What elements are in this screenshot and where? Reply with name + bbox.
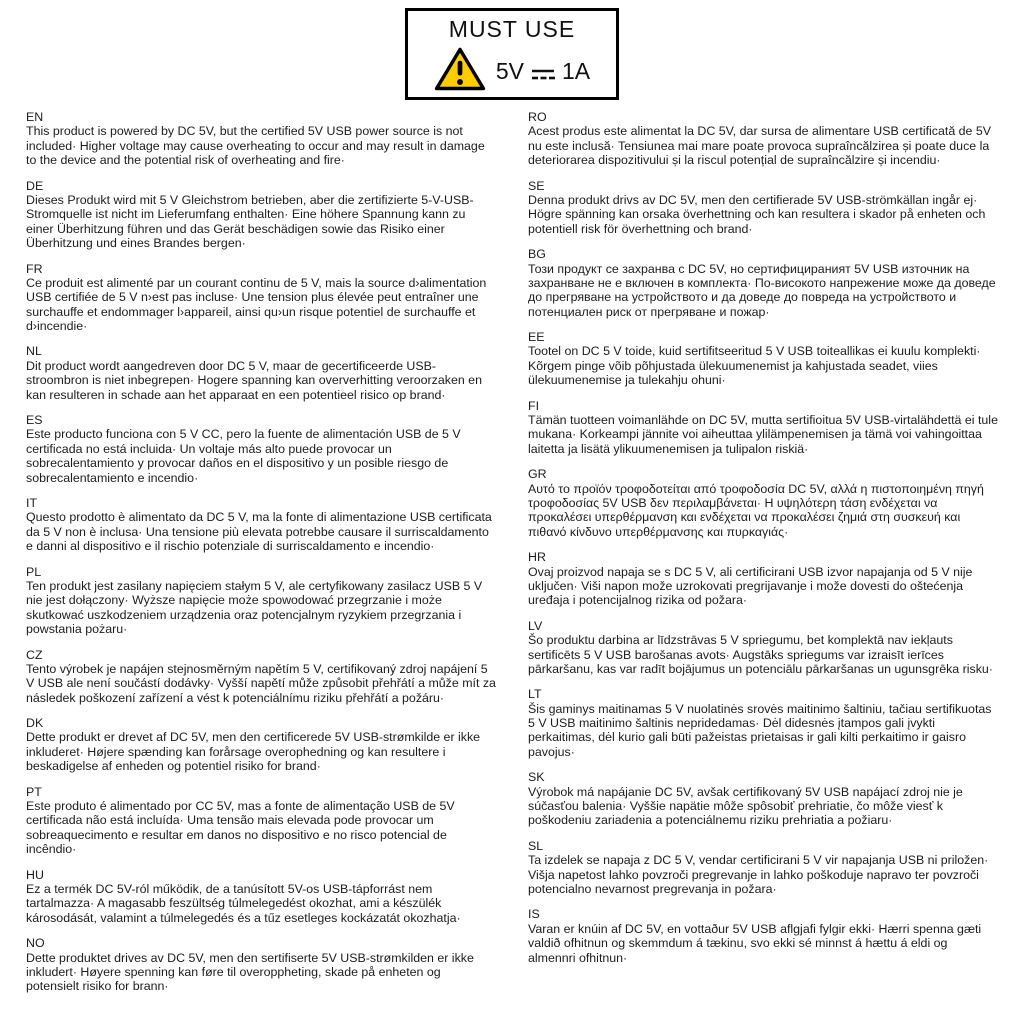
warning-text: Varan er knúin af DC 5V, en vottaður 5V USB aflgjafi fylgir ekki· Hærri spenna gæti valdið ofhitnun og skemmdum á tækinu, svo ekki sé minnst á hættu á eldi og almennri ofhitnun· — [528, 921, 982, 965]
language-entry — [528, 770, 998, 828]
language-code: EN — [26, 110, 44, 124]
language-entry — [528, 839, 998, 897]
language-entry — [26, 496, 496, 554]
warning-text: Questo prodotto è alimentato da DC 5 V, ma la fonte di alimentazione USB certificata da 5 V non è inclusa· Una tensione più elevata potrebbe causare il surriscaldamento e danni al dispositivo e il rischio potenziale di surriscaldamento e incendio· — [26, 510, 492, 554]
language-entry — [528, 247, 998, 319]
language-code: LT — [528, 687, 542, 702]
language-code: SK — [528, 770, 545, 785]
warning-text: Šo produktu darbina ar līdzstrāvas 5 V spriegumu, bet komplektā nav iekļauts sertificēts 5 V USB barošanas avots· Augstāks spriegums var izraisīt ierīces pārkaršanu, kas var radīt bojājumus un potenciālu pārkaršanas un ugunsgrēka risku· — [528, 633, 993, 676]
language-entry — [26, 868, 496, 926]
language-entry — [26, 344, 496, 402]
language-code: EE — [528, 330, 545, 345]
voltage-value: 5V — [495, 58, 524, 84]
language-code: ES — [26, 413, 43, 428]
language-code: NO — [26, 936, 45, 951]
right-language-column — [528, 110, 998, 1005]
language-code: NL — [26, 344, 42, 359]
warning-text: This product is powered by DC 5V, but the certified 5V USB power source is not included· Higher voltage may cause overheating to occur and may result in damage to the device and the potential risk of overheating and fire· — [26, 124, 485, 168]
warning-text: Ta izdelek se napaja z DC 5 V, vendar certificirani 5 V vir napajanja USB ni priložen· Višja napetost lahko povzroči pregrevanje in lahko poškoduje napravo ter povzroči potencialno nevarnost pregrevanja in požara· — [528, 853, 989, 896]
language-entry — [528, 550, 998, 608]
language-entry — [528, 907, 998, 965]
warning-text: Tootel on DC 5 V toide, kuid sertifitseeritud 5 V USB toiteallikas ei kuulu komplekti· Kõrgem pinge võib põhjustada ülekuumenemist ja kahjustada seadet, viies ülekuumenemise ja tulekahju ohuni· — [528, 344, 981, 388]
warning-text: Този продукт се захранва с DC 5V, но сертифицираният 5V USB източник на захранване не е включен в комплекта· По-високото напрежение може да доведе до прегряване на устройството и да доведе до повреда на устройството и потенциален риск от прегряване и пожар· — [528, 261, 996, 319]
language-entry — [26, 262, 496, 334]
language-entry — [26, 110, 496, 168]
warning-text: Dette produkt er drevet af DC 5V, men den certificerede 5V USB-strømkilde er ikke inkluderet· Højere spænding kan forårsage overophedning og kan resultere i beskadigelse af enheden og potentiel risiko for brand· — [26, 730, 481, 774]
must-use-title: MUST USE — [448, 16, 576, 42]
voltage-current-label — [496, 55, 590, 88]
language-entry — [26, 413, 496, 485]
language-code: SL — [528, 838, 544, 853]
language-entry — [26, 179, 496, 251]
current-value: 1A — [562, 58, 591, 84]
must-use-box — [405, 8, 619, 100]
language-code: HR — [528, 550, 546, 565]
language-entry — [528, 619, 998, 677]
warning-text: Dit product wordt aangedreven door DC 5 V, maar de gecertificeerde USB-stroombron is niet inbegrepen· Hogere spanning kan oververhitting veroorzaken en kan resulteren in schade aan het apparaat en een potentieel risico op brand· — [26, 358, 482, 402]
warning-text: Ovaj proizvod napaja se s DC 5 V, ali certificirani USB izvor napajanja od 5 V nije uključen· Viši napon može uzrokovati pregrijavanje i može dovesti do oštećenja uređaja i potencijalnog rizika od požara· — [528, 564, 973, 608]
warning-text: Acest produs este alimentat la DC 5V, dar sursa de alimentare USB certificată de 5V nu este inclusă· Tensiunea mai mare poate provoca supraîncălzirea și poate duce la deteriorarea dispozitivului și la riscul potențial de supraîncălzire și incendiu· — [528, 124, 992, 168]
language-code: PL — [26, 564, 42, 579]
warning-triangle-icon — [434, 46, 486, 97]
language-code: DK — [26, 716, 44, 731]
language-code: PT — [26, 784, 42, 799]
language-code: IT — [26, 495, 38, 510]
language-code: FR — [26, 261, 43, 276]
language-code: DE — [26, 178, 44, 193]
language-code: FI — [528, 398, 540, 413]
warning-text: Výrobok má napájanie DC 5V, avšak certifikovaný 5V USB napájací zdroj nie je súčasťou balenia· Vyššie napätie môže spôsobiť prehriatie, čo môže viesť k poškodeniu zariadenia a potenciálnemu riziku prehriatia a požiaru· — [528, 784, 963, 828]
language-code: HU — [26, 867, 44, 882]
language-entry — [528, 399, 998, 457]
language-entry — [528, 110, 998, 168]
language-entry — [528, 330, 998, 388]
left-language-column — [26, 110, 496, 1005]
language-entry — [26, 936, 496, 994]
warning-text: Este producto funciona con 5 V CC, pero la fuente de alimentación USB de 5 V certificada no está incluida· Un voltaje más alto puede provocar un sobrecalentamiento y provocar daños en el dispositivo y un posible riesgo de sobrecalentamiento e incendio· — [26, 427, 461, 485]
power-spec-row — [434, 46, 590, 97]
language-columns — [26, 110, 998, 1005]
warning-text: Dieses Produkt wird mit 5 V Gleichstrom betrieben, aber die zertifizierte 5-V-USB-Stromquelle ist nicht im Lieferumfang enthalten· Eine höhere Spannung kann zu einer Überhitzung führen und das Gerät beschädigen sowie das Risiko einer Überhitzung und eines Brandes bergen· — [26, 192, 474, 251]
language-entry — [26, 648, 496, 706]
language-code: LV — [528, 618, 543, 633]
language-entry — [26, 785, 496, 857]
language-code: RO — [528, 110, 547, 124]
language-entry — [528, 467, 998, 539]
language-code: CZ — [26, 647, 43, 662]
language-code: GR — [528, 467, 547, 482]
warning-text: Tämän tuotteen voimanlähde on DC 5V, mutta sertifioitua 5V USB-virtalähdettä ei tule mukana· Korkeampi jännite voi aiheuttaa ylilämpenemisen ja tämä voi vahingoittaa laitetta ja lisätä ylikuumenemisen ja tulipalon riskiä· — [528, 413, 998, 456]
language-entry — [26, 565, 496, 637]
warning-text: Denna produkt drivs av DC 5V, men den certifierade 5V USB-strömkällan ingår ej· Högre spänning kan orsaka överhettning och kan resultera i skador på enheten och potentiell risk för överhettning och brand· — [528, 192, 986, 236]
language-code: BG — [528, 247, 546, 262]
warning-text: Tento výrobek je napájen stejnosměrným napětím 5 V, certifikovaný zdroj napájení 5 V USB ale není součástí dodávky· Vyšší napětí může způsobit přehřátí a může mít za následek poškození zařízení a vést k potenciálnímu riziku přehřátí a požáru· — [26, 661, 496, 705]
warning-text: Šis gaminys maitinamas 5 V nuolatinės srovės maitinimo šaltiniu, tačiau sertifikuotas 5 V USB maitinimo šaltinis nepridedamas· Dėl didesnės įtampos gali įvykti perkaitimas, dėl kurio gali būti pažeistas prietaisas ir gali kilti perkaitimo ir gaisro pavojus· — [528, 701, 992, 759]
warning-text: Ten produkt jest zasilany napięciem stałym 5 V, ale certyfikowany zasilacz USB 5 V nie jest dołączony· Wyższe napięcie może spowodować przegrzanie i może skutkować uszkodzeniem urządzenia oraz potencjalnym ryzykiem przegrzania i powstania pożaru· — [26, 578, 483, 637]
warning-text: Dette produktet drives av DC 5V, men den sertifiserte 5V USB-strømkilden er ikke inkludert· Høyere spenning kan føre til overoppheting, skade på enheten og potensielt risiko for brann· — [26, 950, 474, 994]
language-code: IS — [528, 907, 540, 922]
language-entry — [528, 687, 998, 759]
warning-text: Ez a termék DC 5V-ról működik, de a tanúsított 5V-os USB-tápforrást nem tartalmazza· A magasabb feszültség túlmelegedést okozhat, ami a készülék károsodását, valamint a túlmelegedés és a tűz esetleges kockázatát okozhatja· — [26, 881, 461, 925]
language-code: SE — [528, 178, 545, 193]
language-entry — [26, 716, 496, 774]
warning-text: Este produto é alimentado por CC 5V, mas a fonte de alimentação USB de 5V certificada não está incluída· Uma tensão mais elevada pode provocar um sobreaquecimento e resultar em danos no dispositivo e no risco potencial de incêndio· — [26, 799, 455, 857]
warning-text: Ce produit est alimenté par un courant continu de 5 V, mais la source d›alimentation USB certifiée de 5 V n›est pas incluse· Une tension plus élevée peut entraîner une surchauffe et endommager l›appareil, ainsi qu›un risque potentiel de surchauffe et d›incendie· — [26, 275, 487, 334]
warning-text: Αυτό το προϊόν τροφοδοτείται από τροφοδοσία DC 5V, αλλά η πιστοποιημένη πηγή τροφοδοσίας 5V USB δεν περιλαμβάνεται· Η υψηλότερη τάση ενδέχεται να προκαλέσει υπερθέρμανση και ενδέχεται να προκαλέσει ζημιά στη συσκευή και πιθανό κίνδυνο υπερθέρμανσης και πυρκαγιάς· — [528, 481, 984, 539]
dc-current-symbol-icon — [530, 61, 556, 88]
language-entry — [528, 179, 998, 237]
